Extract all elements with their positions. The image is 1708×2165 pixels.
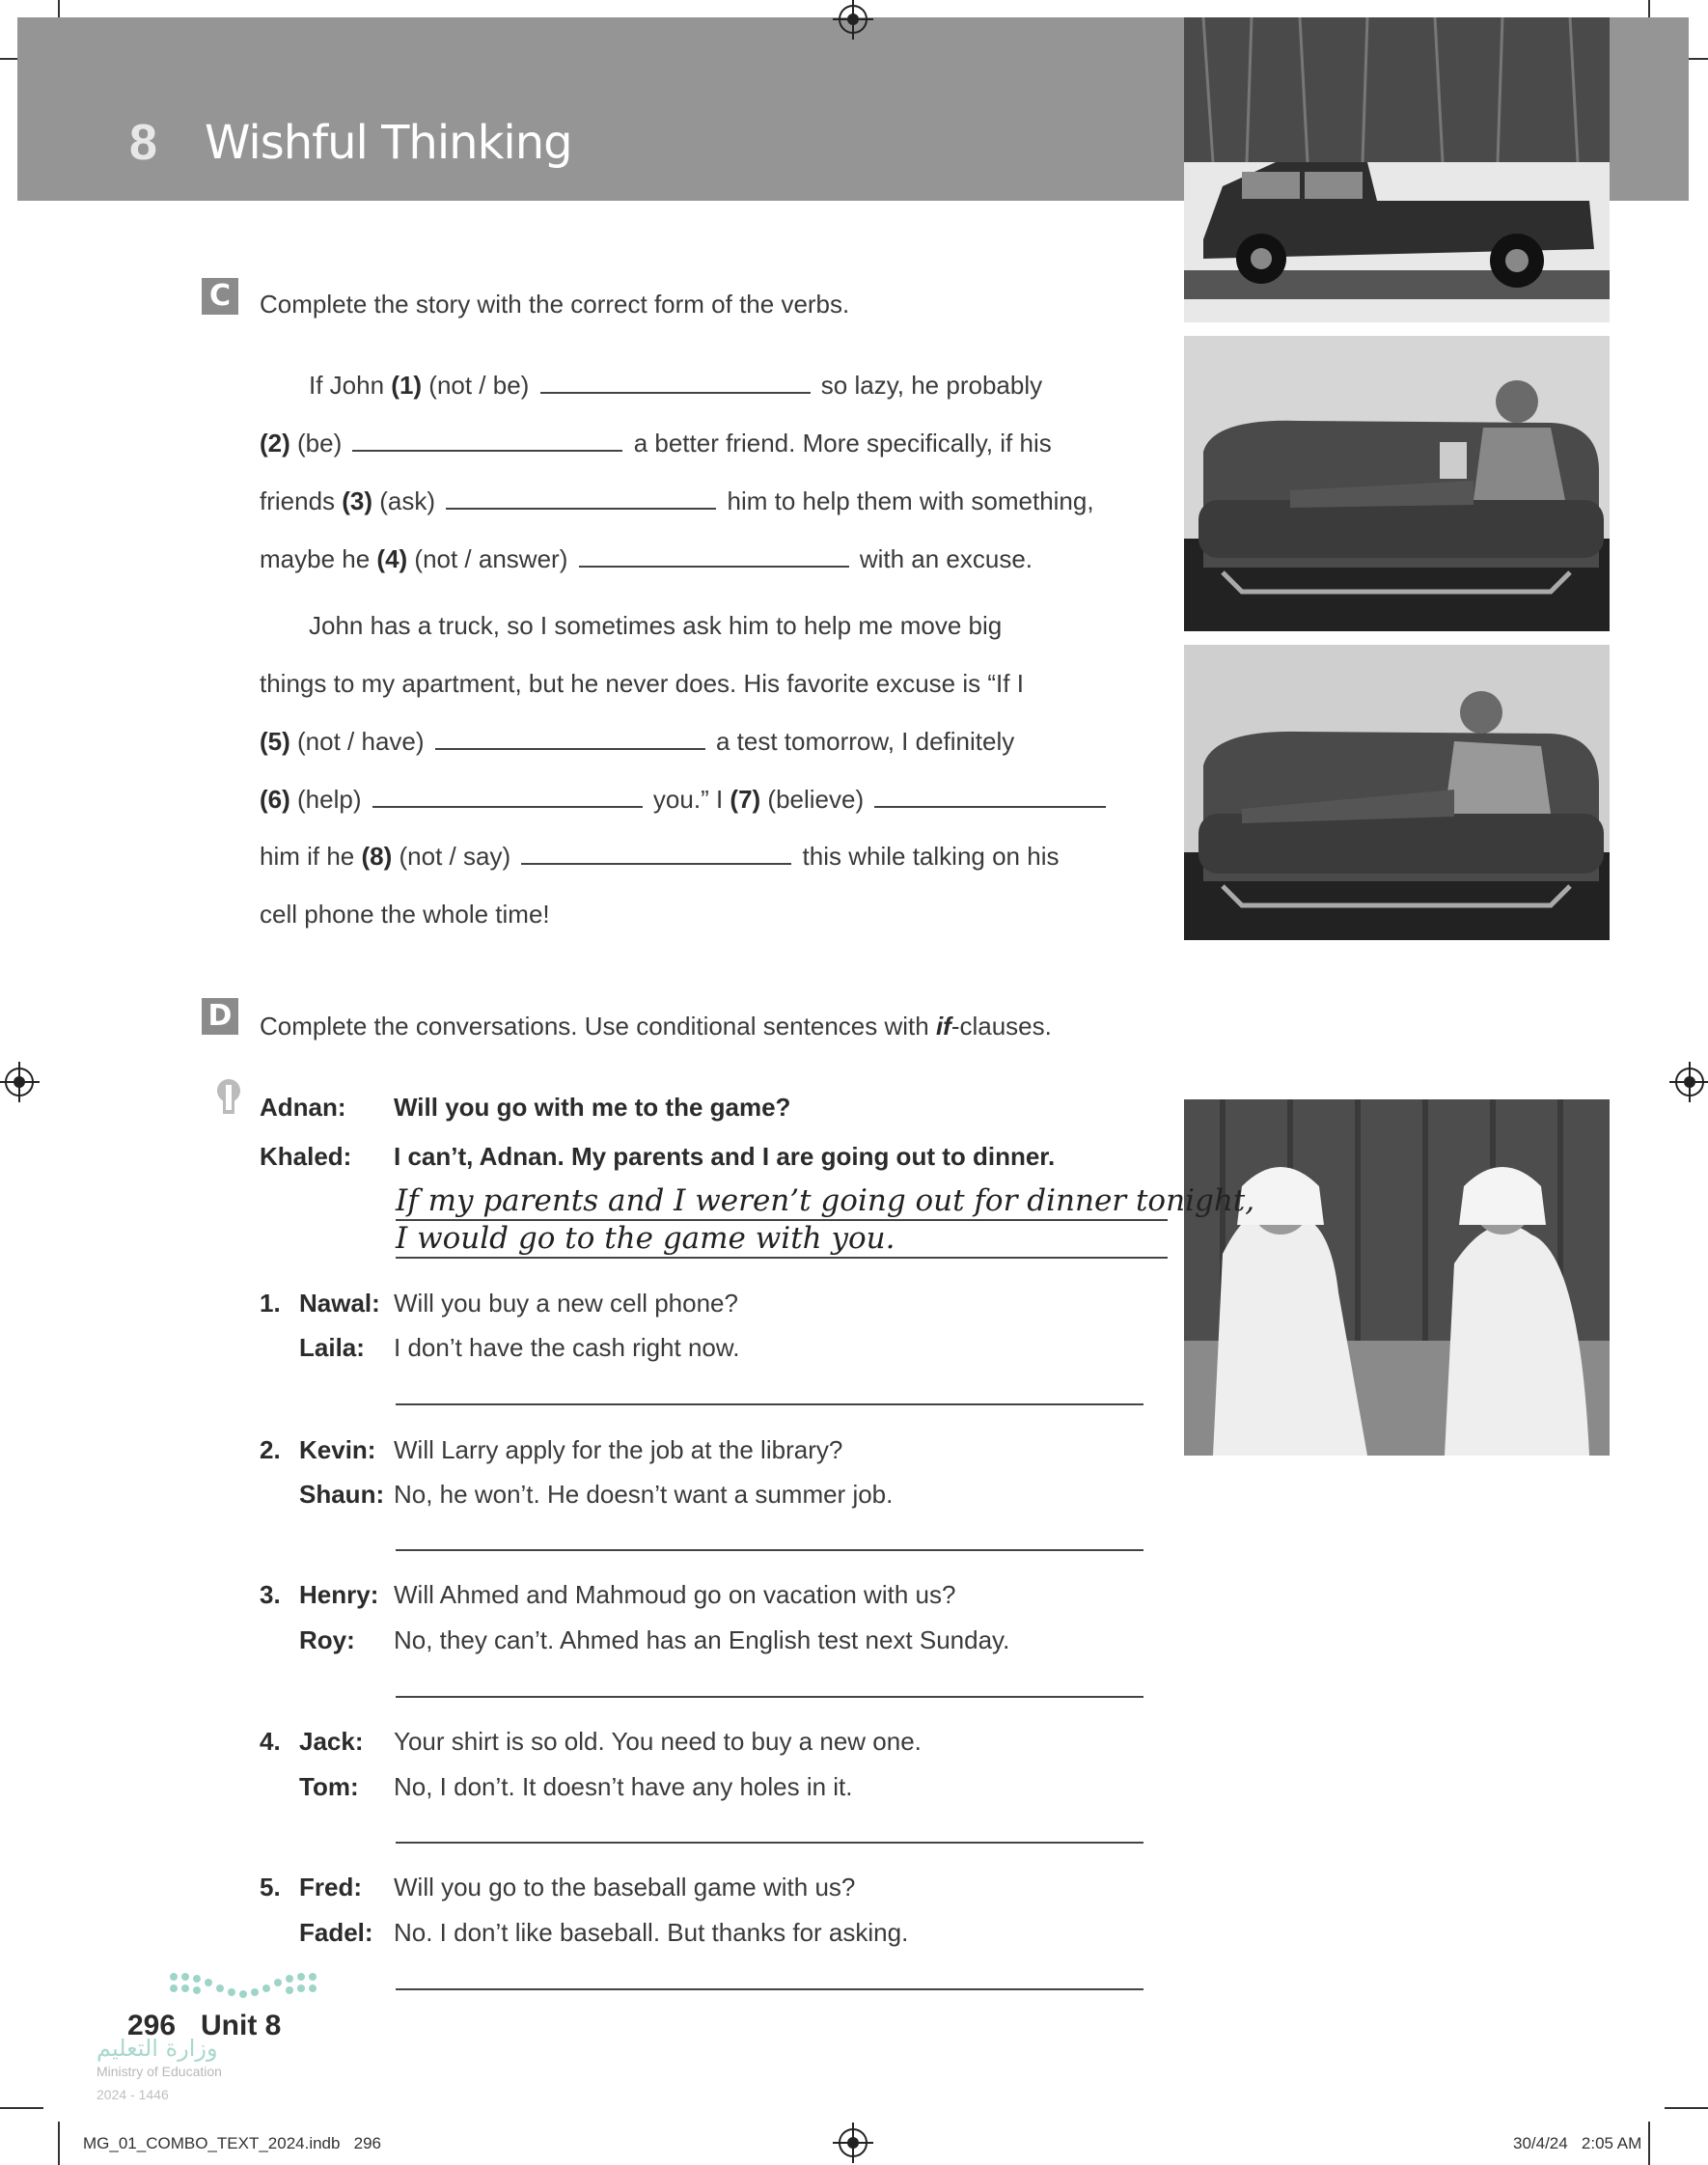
answer-blank[interactable] xyxy=(372,785,643,808)
section-c-badge: C xyxy=(202,278,238,315)
dialogue-line: No. I don’t like baseball. But thanks for asking. xyxy=(394,1918,909,1947)
speaker-name: Khaled: xyxy=(260,1142,352,1171)
story-line: (2) (be) a better friend. More specifically, if his xyxy=(260,429,1052,458)
story-line: things to my apartment, but he never does. His favorite excuse is “If I xyxy=(260,669,1024,698)
dialogue-line: I don’t have the cash right now. xyxy=(394,1333,740,1362)
speaker-name: Shaun: xyxy=(299,1480,385,1509)
story-line: (5) (not / have) a test tomorrow, I definitely xyxy=(260,727,1015,756)
example-line: Will you go with me to the game? xyxy=(394,1093,791,1122)
story-line: If John (1) (not / be) so lazy, he probably xyxy=(309,371,1043,400)
crop-mark xyxy=(0,2107,43,2109)
example-answer: If my parents and I weren’t going out for dinner tonight, xyxy=(396,1183,1255,1218)
speaker-name: Henry: xyxy=(299,1580,379,1609)
dialogue-line: No, he won’t. He doesn’t want a summer job. xyxy=(394,1480,894,1509)
dialogue-line: No, they can’t. Ahmed has an English test next Sunday. xyxy=(394,1625,1010,1654)
answer-blank[interactable] xyxy=(874,785,1106,808)
man-on-couch-phone-photo xyxy=(1184,645,1610,940)
answer-blank[interactable] xyxy=(579,544,849,568)
dialogue-line: Will you buy a new cell phone? xyxy=(394,1289,738,1318)
registration-mark-icon xyxy=(1675,1068,1704,1096)
answer-blank[interactable] xyxy=(521,842,791,865)
registration-mark-icon xyxy=(839,5,868,34)
answer-line[interactable] xyxy=(396,1549,1143,1551)
answer-blank[interactable] xyxy=(352,429,622,452)
crop-mark xyxy=(1648,2122,1650,2165)
print-slug-file: MG_01_COMBO_TEXT_2024.indb 296 xyxy=(83,2134,381,2152)
story-line: maybe he (4) (not / answer) with an excuse. xyxy=(260,544,1033,573)
ministry-english: Ministry of Education xyxy=(96,2064,222,2079)
speaker-name: Fred: xyxy=(299,1873,362,1901)
answer-line xyxy=(396,1257,1168,1259)
item-number: 4. xyxy=(260,1727,281,1756)
dialogue-line: No, I don’t. It doesn’t have any holes in it. xyxy=(394,1772,853,1801)
section-c-instruction: Complete the story with the correct form of the verbs. xyxy=(260,290,850,319)
answer-line[interactable] xyxy=(396,1403,1143,1405)
answer-line[interactable] xyxy=(396,1842,1143,1844)
answer-blank[interactable] xyxy=(446,486,716,510)
story-line: friends (3) (ask) him to help them with something, xyxy=(260,486,1094,515)
answer-blank[interactable] xyxy=(540,371,811,394)
speaker-name: Adnan: xyxy=(260,1093,346,1122)
unit-number: 8 xyxy=(129,115,157,171)
man-on-couch-reading-photo xyxy=(1184,336,1610,631)
speaker-name: Nawal: xyxy=(299,1289,380,1318)
example-answer: I would go to the game with you. xyxy=(396,1221,895,1256)
dialogue-line: Your shirt is so old. You need to buy a new one. xyxy=(394,1727,922,1756)
story-line: John has a truck, so I sometimes ask him to help me move big xyxy=(309,611,1003,640)
speaker-name: Fadel: xyxy=(299,1918,373,1947)
registration-mark-icon xyxy=(5,1068,34,1096)
item-number: 5. xyxy=(260,1873,281,1901)
two-men-talking-photo xyxy=(1184,1099,1610,1456)
story-line: cell phone the whole time! xyxy=(260,900,550,929)
item-number: 1. xyxy=(260,1289,281,1318)
page-unit-label: Unit 8 xyxy=(201,2010,282,2041)
story-line: (6) (help) you.” I (7) (believe) xyxy=(260,785,1110,815)
item-number: 2. xyxy=(260,1435,281,1464)
lightbulb-icon xyxy=(214,1077,243,1120)
dialogue-line: Will Larry apply for the job at the library? xyxy=(394,1435,843,1464)
crop-mark xyxy=(1665,2107,1708,2109)
dialogue-line: Will you go to the baseball game with us? xyxy=(394,1873,856,1901)
item-number: 3. xyxy=(260,1580,281,1609)
answer-line[interactable] xyxy=(396,1988,1143,1990)
answer-line[interactable] xyxy=(396,1696,1143,1698)
speaker-name: Kevin: xyxy=(299,1435,376,1464)
story-line: him if he (8) (not / say) this while talking on his xyxy=(260,842,1060,871)
ministry-arabic: وزارة التعليم xyxy=(96,2035,218,2062)
section-d-badge: D xyxy=(202,998,238,1035)
ministry-year: 2024 - 1446 xyxy=(96,2087,169,2102)
speaker-name: Laila: xyxy=(299,1333,365,1362)
ministry-logo-icon xyxy=(166,1969,320,2010)
unit-title: Wishful Thinking xyxy=(205,116,572,170)
page-number: 296 xyxy=(127,2010,177,2041)
speaker-name: Roy: xyxy=(299,1625,355,1654)
crop-mark xyxy=(58,2122,60,2165)
example-line: I can’t, Adnan. My parents and I are going out to dinner. xyxy=(394,1142,1056,1171)
answer-blank[interactable] xyxy=(435,727,705,750)
registration-mark-icon xyxy=(839,2128,868,2157)
truck-photo xyxy=(1184,17,1610,322)
print-slug-date: 30/4/24 2:05 AM xyxy=(1513,2134,1642,2152)
speaker-name: Tom: xyxy=(299,1772,359,1801)
dialogue-line: Will Ahmed and Mahmoud go on vacation with us? xyxy=(394,1580,956,1609)
speaker-name: Jack: xyxy=(299,1727,364,1756)
section-d-instruction: Complete the conversations. Use conditional sentences with if-clauses. xyxy=(260,1012,1052,1041)
